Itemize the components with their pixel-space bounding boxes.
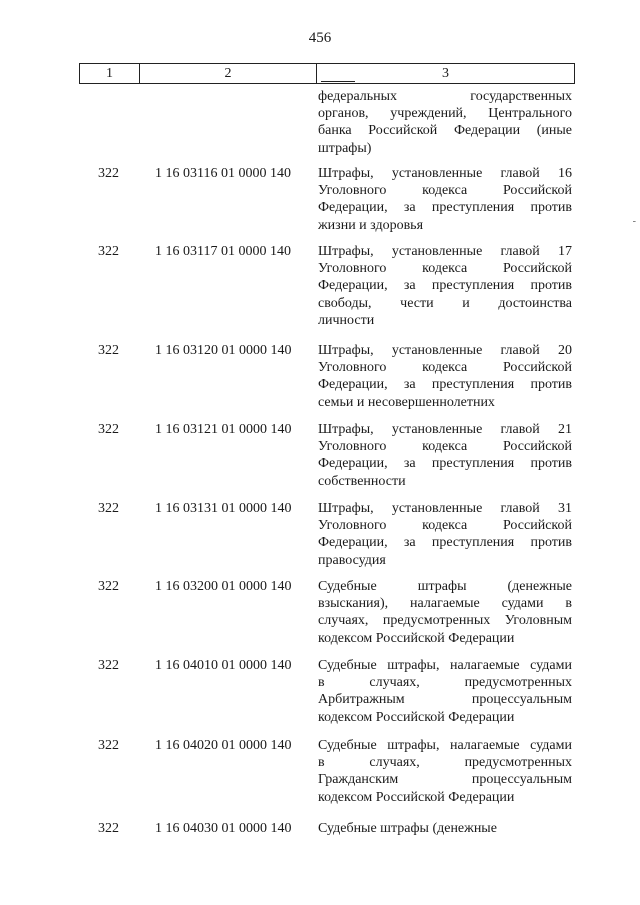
description-line: Арбитражным процессуальным	[318, 692, 572, 708]
row-admin-code: 322	[98, 738, 119, 753]
description-line: в случаях, предусмотренных	[318, 675, 572, 691]
description-line: Штрафы, установленные главой 31	[318, 501, 572, 516]
header-col-2: 2	[140, 64, 317, 84]
row-description	[318, 342, 572, 411]
description-line: Федерации, за преступления против	[318, 278, 572, 294]
description-line: Судебные штрафы (денежные	[318, 821, 497, 836]
description-line: Уголовного кодекса Российской	[318, 261, 572, 277]
row-description	[318, 657, 572, 726]
description-line: семьи и несовершеннолетних	[318, 394, 495, 410]
description-line: штрафы)	[318, 140, 372, 156]
row-admin-code: 322	[98, 166, 119, 181]
description-line: кодексом Российской Федерации	[318, 709, 515, 725]
description-line: собственности	[318, 473, 406, 489]
row-classification-code: 1 16 03131 01 0000 140	[155, 501, 292, 516]
row-description	[318, 820, 572, 837]
column-header-table	[79, 63, 575, 84]
description-line: Судебные штрафы, налагаемые судами	[318, 738, 572, 753]
row-classification-code: 1 16 04020 01 0000 140	[155, 738, 292, 753]
description-line: банка Российской Федерации (иные	[318, 123, 572, 139]
description-line: органов, учреждений, Центрального	[318, 106, 572, 122]
description-line: Уголовного кодекса Российской	[318, 518, 572, 534]
description-line: Гражданским процессуальным	[318, 772, 572, 788]
row-classification-code: 1 16 03200 01 0000 140	[155, 579, 292, 594]
row-admin-code: 322	[98, 343, 119, 358]
description-line: случаях, предусмотренных Уголовным	[318, 613, 572, 629]
description-line: Федерации, за преступления против	[318, 377, 572, 393]
row-admin-code: 322	[98, 244, 119, 259]
description-line: федеральных государственных	[318, 89, 572, 104]
row-classification-code: 1 16 03116 01 0000 140	[155, 166, 291, 181]
description-line: Федерации, за преступления против	[318, 200, 572, 216]
row-description	[318, 500, 572, 569]
description-line: Штрафы, установленные главой 20	[318, 343, 572, 358]
description-line: в случаях, предусмотренных	[318, 755, 572, 771]
row-classification-code: 1 16 04010 01 0000 140	[155, 658, 292, 673]
row-description	[318, 165, 572, 234]
header-col-1: 1	[80, 64, 140, 84]
description-line: личности	[318, 312, 375, 328]
row-classification-code: 1 16 04030 01 0000 140	[155, 821, 292, 836]
description-line: Уголовного кодекса Российской	[318, 439, 572, 455]
description-line: кодексом Российской Федерации	[318, 630, 515, 646]
description-line: Федерации, за преступления против	[318, 456, 572, 472]
page-number: 456	[308, 30, 332, 46]
header-row	[80, 64, 575, 84]
row-description	[318, 88, 572, 157]
description-line: правосудия	[318, 552, 386, 568]
description-line: свободы, чести и достоинства	[318, 295, 572, 311]
description-line: Уголовного кодекса Российской	[318, 183, 572, 199]
header-col-3	[317, 64, 575, 84]
description-line: Федерации, за преступления против	[318, 535, 572, 551]
row-description	[318, 243, 572, 329]
row-classification-code: 1 16 03117 01 0000 140	[155, 244, 291, 259]
description-line: взыскания), налагаемые судами в	[318, 596, 572, 612]
row-classification-code: 1 16 03120 01 0000 140	[155, 343, 292, 358]
description-line: Уголовного кодекса Российской	[318, 360, 572, 376]
description-line: кодексом Российской Федерации	[318, 789, 515, 805]
description-line: Штрафы, установленные главой 16	[318, 166, 572, 181]
row-admin-code: 322	[98, 501, 119, 516]
row-description	[318, 578, 572, 647]
row-admin-code: 322	[98, 658, 119, 673]
row-description	[318, 421, 572, 490]
header-col-3-label: 3	[442, 66, 449, 81]
row-description	[318, 737, 572, 806]
row-admin-code: 322	[98, 422, 119, 437]
header-underline	[321, 81, 355, 82]
description-line: Судебные штрафы, налагаемые судами	[318, 658, 572, 673]
description-line: жизни и здоровья	[318, 217, 424, 233]
edge-mark: -	[632, 216, 636, 227]
description-line: Штрафы, установленные главой 21	[318, 422, 572, 437]
row-admin-code: 322	[98, 821, 119, 836]
row-classification-code: 1 16 03121 01 0000 140	[155, 422, 292, 437]
description-line: Штрафы, установленные главой 17	[318, 244, 572, 259]
row-admin-code: 322	[98, 579, 119, 594]
description-line: Судебные штрафы (денежные	[318, 579, 572, 594]
